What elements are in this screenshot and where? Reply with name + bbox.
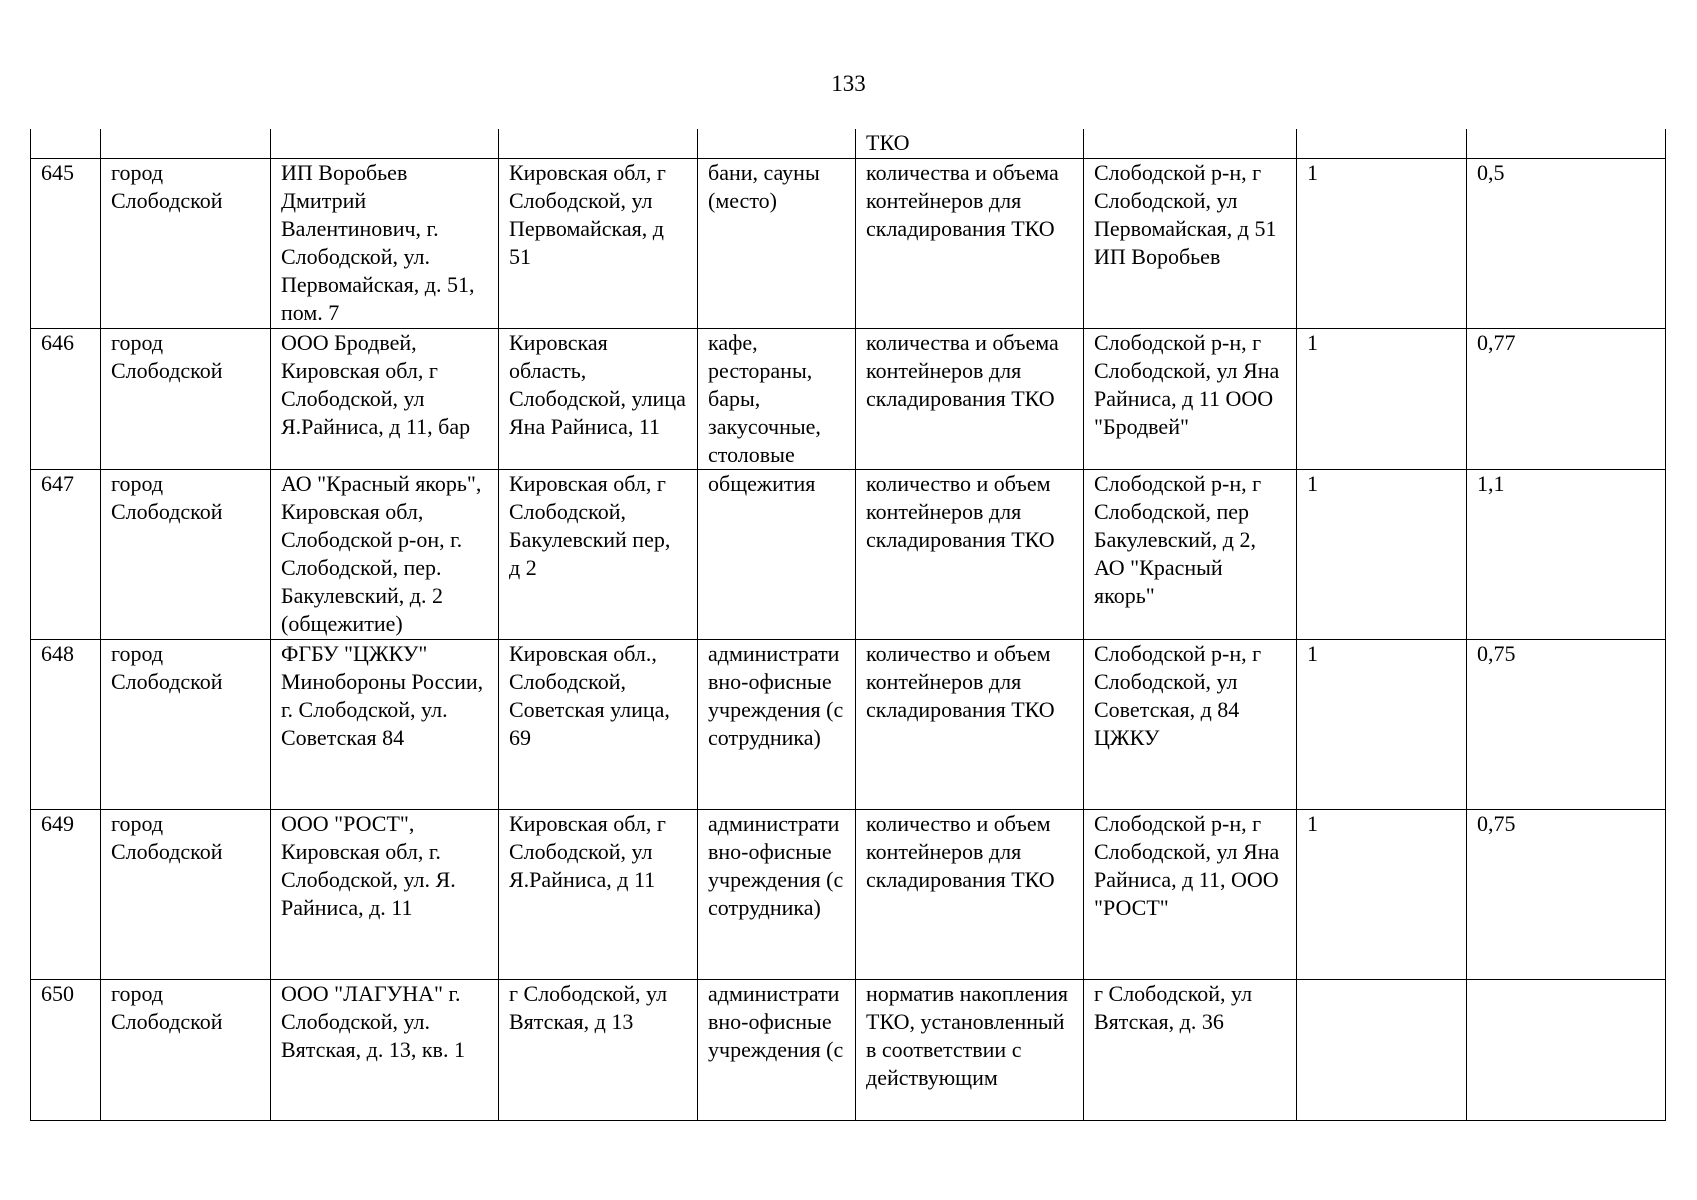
container-count-cell <box>1297 979 1467 1120</box>
method-cell: количество и объем контейнеров для складирования ТКО <box>856 639 1084 809</box>
settlement-cell: город Слободской <box>101 639 271 809</box>
organization-cell: ФГБУ "ЦЖКУ" Минобороны России, г. Слободской, ул. Советская 84 <box>271 639 499 809</box>
address-cell: Кировская область, Слободской, улица Яна Райниса, 11 <box>499 328 698 469</box>
site-cell: Слободской р-н, г Слободской, ул Яна Райниса, д 11, ООО "РОСТ" <box>1084 809 1297 979</box>
waste-sites-table <box>30 129 1666 1121</box>
category-cell: бани, сауны (место) <box>698 158 856 328</box>
table-row <box>31 158 1666 328</box>
address-cell: Кировская обл, г Слободской, ул Я.Райниса, д 11 <box>499 809 698 979</box>
method-cell: количества и объема контейнеров для складирования ТКО <box>856 158 1084 328</box>
site-cell: Слободской р-н, г Слободской, ул Первомайская, д 51 ИП Воробьев <box>1084 158 1297 328</box>
page-number: 133 <box>831 71 866 96</box>
row-number: 649 <box>31 809 101 979</box>
table-cell <box>1467 129 1666 158</box>
container-volume-cell: 0,75 <box>1467 809 1666 979</box>
address-cell: Кировская обл., Слободской, Советская улица, 69 <box>499 639 698 809</box>
container-volume-cell: 1,1 <box>1467 469 1666 639</box>
table-cell <box>499 129 698 158</box>
table-cell <box>698 129 856 158</box>
table-cell <box>271 129 499 158</box>
row-number: 650 <box>31 979 101 1120</box>
table-cell <box>31 129 101 158</box>
organization-cell: ООО "ЛАГУНА" г. Слободской, ул. Вятская, д. 13, кв. 1 <box>271 979 499 1120</box>
container-count-cell: 1 <box>1297 809 1467 979</box>
address-cell: Кировская обл, г Слободской, Бакулевский пер, д 2 <box>499 469 698 639</box>
container-count-cell: 1 <box>1297 158 1467 328</box>
container-count-cell: 1 <box>1297 639 1467 809</box>
settlement-cell: город Слободской <box>101 158 271 328</box>
container-volume-cell: 0,5 <box>1467 158 1666 328</box>
container-count-cell: 1 <box>1297 469 1467 639</box>
table-cell <box>1084 129 1297 158</box>
method-cell: количества и объема контейнеров для складирования ТКО <box>856 328 1084 469</box>
organization-cell: ИП Воробьев Дмитрий Валентинович, г. Слободской, ул. Первомайская, д. 51, пом. 7 <box>271 158 499 328</box>
category-cell: административно-офисные учреждения (с <box>698 979 856 1120</box>
category-cell: кафе, рестораны, бары, закусочные, столовые <box>698 328 856 469</box>
site-cell: Слободской р-н, г Слободской, ул Советская, д 84 ЦЖКУ <box>1084 639 1297 809</box>
settlement-cell: город Слободской <box>101 809 271 979</box>
method-cell: количество и объем контейнеров для складирования ТКО <box>856 809 1084 979</box>
table-row <box>31 979 1666 1120</box>
settlement-cell: город Слободской <box>101 328 271 469</box>
table-row <box>31 809 1666 979</box>
row-number: 645 <box>31 158 101 328</box>
site-cell: Слободской р-н, г Слободской, пер Бакулевский, д 2, АО "Красный якорь" <box>1084 469 1297 639</box>
table-row <box>31 328 1666 469</box>
method-cell: количество и объем контейнеров для складирования ТКО <box>856 469 1084 639</box>
settlement-cell: город Слободской <box>101 469 271 639</box>
table-cell <box>101 129 271 158</box>
method-cell: норматив накопления ТКО, установленный в соответствии с действующим <box>856 979 1084 1120</box>
table-continuation-row <box>31 129 1666 158</box>
container-volume-cell: 0,77 <box>1467 328 1666 469</box>
row-number: 646 <box>31 328 101 469</box>
organization-cell: АО "Красный якорь", Кировская обл, Слободской р-он, г. Слободской, пер. Бакулевский, д. 2 (общежитие) <box>271 469 499 639</box>
site-cell: г Слободской, ул Вятская, д. 36 <box>1084 979 1297 1120</box>
table-cell <box>1297 129 1467 158</box>
settlement-cell: город Слободской <box>101 979 271 1120</box>
table-cell: ТКО <box>856 129 1084 158</box>
address-cell: г Слободской, ул Вятская, д 13 <box>499 979 698 1120</box>
organization-cell: ООО "РОСТ", Кировская обл, г. Слободской, ул. Я. Райниса, д. 11 <box>271 809 499 979</box>
container-volume-cell <box>1467 979 1666 1120</box>
category-cell: общежития <box>698 469 856 639</box>
container-volume-cell: 0,75 <box>1467 639 1666 809</box>
category-cell: административно-офисные учреждения (с сотрудника) <box>698 809 856 979</box>
site-cell: Слободской р-н, г Слободской, ул Яна Райниса, д 11 ООО "Бродвей" <box>1084 328 1297 469</box>
category-cell: административно-офисные учреждения (с сотрудника) <box>698 639 856 809</box>
row-number: 647 <box>31 469 101 639</box>
table-row <box>31 469 1666 639</box>
organization-cell: ООО Бродвей, Кировская обл, г Слободской, ул Я.Райниса, д 11, бар <box>271 328 499 469</box>
table-row <box>31 639 1666 809</box>
row-number: 648 <box>31 639 101 809</box>
container-count-cell: 1 <box>1297 328 1467 469</box>
address-cell: Кировская обл, г Слободской, ул Первомайская, д 51 <box>499 158 698 328</box>
